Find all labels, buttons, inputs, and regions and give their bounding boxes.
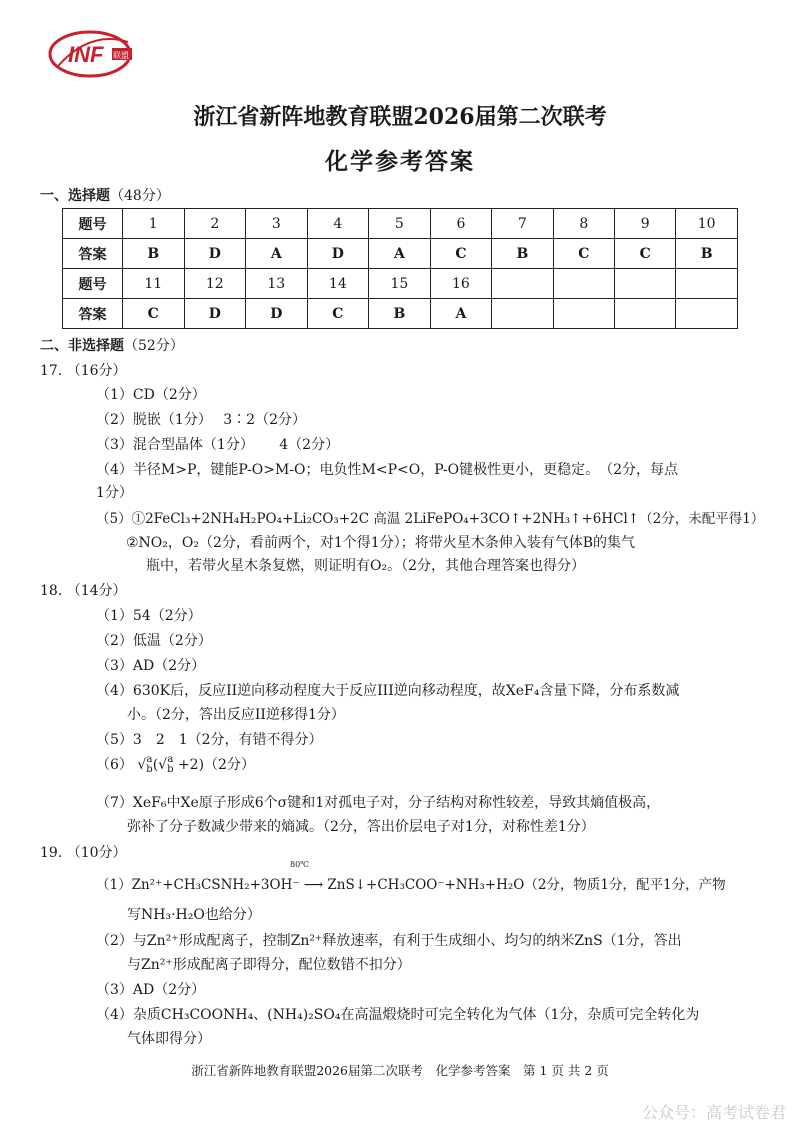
table-cell: D [184,299,246,329]
table-cell: D [184,239,246,269]
table-cell: 1 [122,209,184,239]
logo-badge: 联盟 [113,51,129,60]
answer-line: （1）Zn²⁺+CH₃CSNH₂+3OH⁻ ⟶ ZnS↓+CH₃COO⁻+NH₃+H₂O（2分，物质1分，配平1分，产物 [96,877,726,893]
page-title: 浙江省新阵地教育联盟2026届第二次联考 [193,104,607,130]
logo-text: INF [68,42,104,67]
table-cell: 9 [614,209,675,239]
table-cell: B [122,239,184,269]
table-cell: B [492,239,553,269]
answer-line: （2）低温（2分） [96,633,212,649]
table-cell: 3 [246,209,308,239]
table-cell: C [307,299,369,329]
answer-line: （4）630K后，反应II逆向移动程度大于反应III逆向移动程度，故XeF₄含量下降，分布系数减 [96,683,680,699]
answer-line: （4）半径M>P，键能P-O>M-O；电负性M<P<O，P-O键极性更小，更稳定。 （2分，每点 [96,462,678,478]
table-cell: 15 [369,269,431,299]
answer-line: （5）①2FeCl₃+2NH₄H₂PO₄+Li₂CO₃+2C 高温 2LiFePO₄+3CO↑+2NH₃↑+6HCl↑（2分，未配平得1） [96,511,765,527]
answer-line: 气体即得分） [127,1031,211,1047]
answer-table [62,208,738,329]
table-cell: 8 [553,209,614,239]
answer-line: ②NO₂，O₂（2分，看前两个，对1个得1分）；将带火星木条伸入装有气体B的集气 [126,535,635,551]
answer-line: 弥补了分子数减少带来的熵减。（2分，答出价层电子对1分，对称性差1分） [127,819,595,835]
table-cell: A [246,239,308,269]
answer-line-formula: （6） √a b(√a b +2)（2分） [96,754,255,775]
answer-line: （7）XeF₆中Xe原子形成6个σ键和1对孤电子对，分子结构对称性较差，导致其熵值极高， [96,795,661,811]
logo [44,20,136,84]
watermark: 公众号：高考试卷君 [641,1103,786,1122]
table-cell [492,299,553,329]
table-cell: 6 [430,209,492,239]
table-cell: C [430,239,492,269]
table-cell: 16 [430,269,492,299]
table-cell: B [369,299,431,329]
answer-line: （3）AD（2分） [96,658,206,674]
table-cell: 5 [369,209,431,239]
table-row [63,269,738,299]
answer-line: （5）3 2 1（2分，有错不得分） [96,732,323,748]
table-cell [676,299,738,329]
question-17: 17. （16分） [40,363,127,379]
answer-line: 写NH₃·H₂O也给分） [127,907,261,923]
row-label: 题号 [63,209,123,239]
section-nonchoice-heading: 二、非选择题（52分） [40,338,184,354]
fraction: a b [167,754,174,775]
question-18: 18. （14分） [40,583,127,599]
answer-line: 1分） [96,485,133,501]
table-cell: 2 [184,209,246,239]
table-cell [553,269,614,299]
section-choice-heading: 一、选择题（48分） [40,188,170,204]
table-cell: B [676,239,738,269]
answer-line: 与Zn²⁺形成配离子即得分，配位数错不扣分） [127,957,411,973]
table-row [63,299,738,329]
table-cell: D [246,299,308,329]
table-row [63,239,738,269]
reaction-condition: 80℃ [290,860,310,869]
table-cell: C [122,299,184,329]
answer-line: 小。（2分，答出反应II逆移得1分） [127,707,345,723]
answer-line: （1）54（2分） [96,608,202,624]
answer-line: （3）AD（2分） [96,982,206,998]
answer-line: （3）混合型晶体（1分） 4（2分） [96,437,340,453]
page-subtitle: 化学参考答案 [325,148,475,175]
table-cell [614,269,675,299]
answer-line: （1）CD（2分） [96,387,206,403]
answer-line: （4）杂质CH₃COONH₄、(NH₄)₂SO₄在高温煅烧时可完全转化为气体（1分，杂质可完全转化为 [96,1007,700,1023]
answer-line: 瓶中，若带火星木条复燃，则证明有O₂。（2分，其他合理答案也得分） [146,558,585,574]
table-cell: 7 [492,209,553,239]
table-cell: 11 [122,269,184,299]
table-row [63,209,738,239]
table-cell [553,299,614,329]
sqrt-icon: √ [137,757,147,773]
table-cell [614,299,675,329]
table-cell: C [553,239,614,269]
table-cell: A [430,299,492,329]
table-cell: C [614,239,675,269]
table-cell [676,269,738,299]
table-cell: 4 [307,209,369,239]
table-cell: 13 [246,269,308,299]
table-cell: D [307,239,369,269]
answer-line: （2）与Zn²⁺形成配离子，控制Zn²⁺释放速率，有利于生成细小、均匀的纳米ZnS（1分，答出 [96,933,682,949]
answer-line: （2）脱嵌（1分） 3∶2（2分） [96,412,306,428]
sqrt-icon: √ [158,757,168,773]
page-footer: 浙江省新阵地教育联盟2026届第二次联考 化学参考答案 第 1 页 共 2 页 [191,1063,609,1078]
table-cell [492,269,553,299]
table-cell: 12 [184,269,246,299]
row-label: 题号 [63,269,123,299]
question-19: 19. （10分） [40,845,127,861]
fraction: a b [146,754,153,775]
table-cell: 10 [676,209,738,239]
row-label: 答案 [63,239,123,269]
table-cell: 14 [307,269,369,299]
row-label: 答案 [63,299,123,329]
table-cell: A [369,239,431,269]
